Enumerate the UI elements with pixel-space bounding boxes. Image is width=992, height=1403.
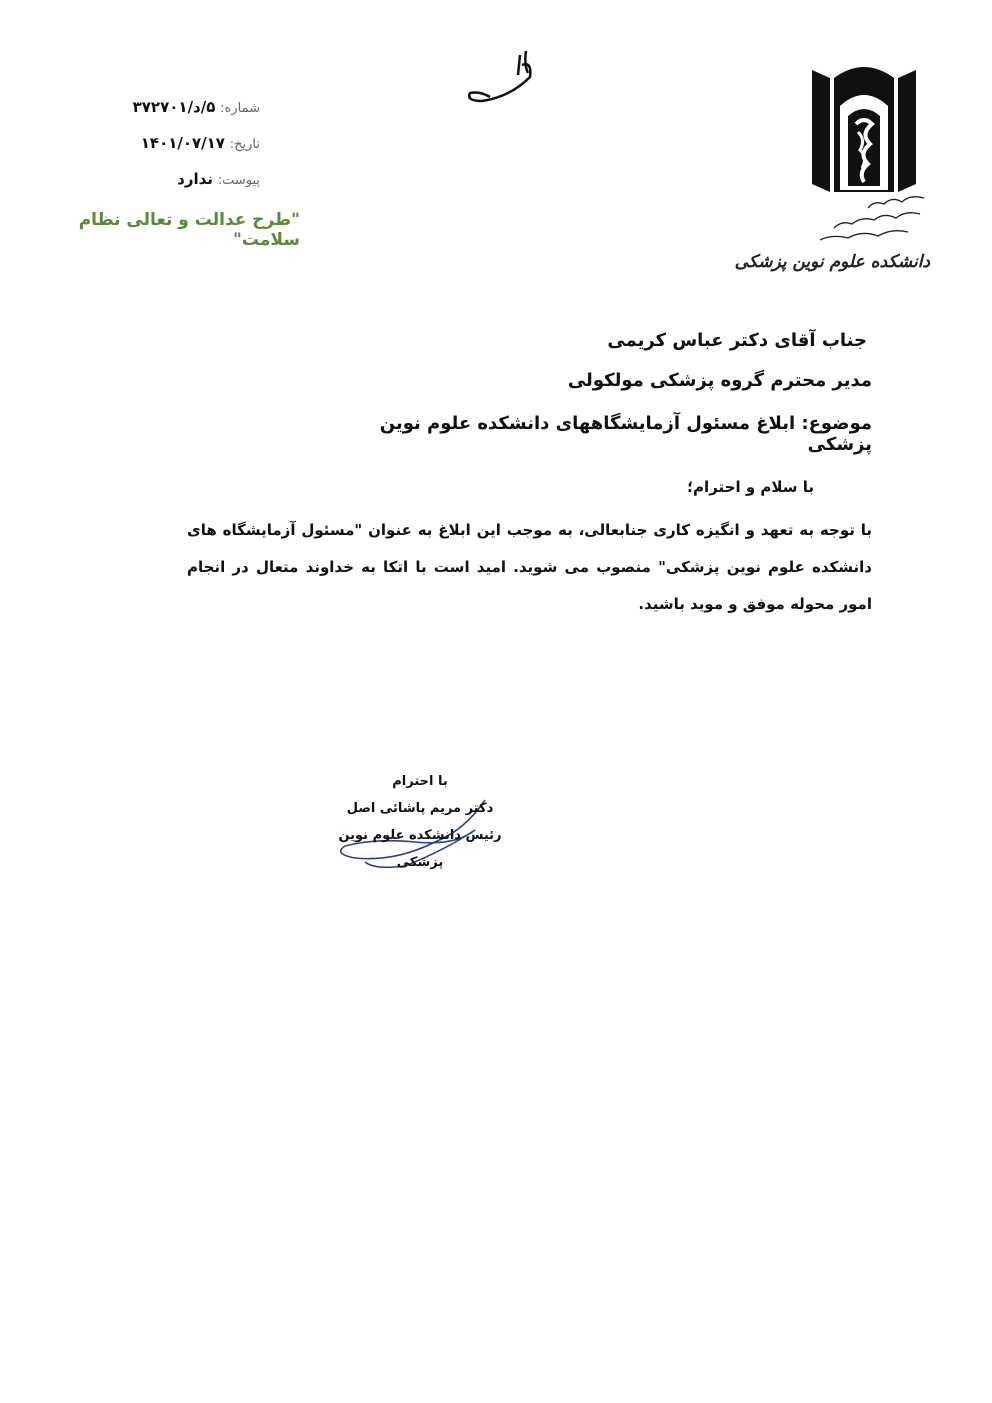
letter-attachment-row — [110, 170, 260, 196]
logo-caption: دانشکده علوم نوین پزشکی — [734, 252, 930, 272]
attachment-label: پیوست: — [217, 173, 260, 188]
university-logo — [808, 60, 920, 200]
handwritten-signature-icon — [460, 45, 540, 110]
recipient-name: جناب آقای دکتر عباس کریمی — [607, 330, 867, 351]
slogan: "طرح عدالت و تعالی نظام سلامت" — [78, 210, 300, 250]
signer-name: دکتر مریم پاشائی اصل — [346, 801, 494, 816]
closing-salutation: با احترام — [392, 774, 448, 789]
letter-subject: موضوع: ابلاغ مسئول آزمایشگاههای دانشکده علوم نوین پزشکی — [379, 413, 872, 455]
attachment-value: ندارد — [177, 170, 213, 188]
number-value: ۵/د/۳۷۲۷۰۱ — [132, 98, 216, 116]
top-signature — [460, 45, 540, 110]
recipient-title: مدیر محترم گروه پزشکی مولکولی — [567, 370, 872, 391]
greeting: با سلام و احترام؛ — [687, 478, 814, 496]
letter-number-row — [110, 98, 260, 124]
handwritten-logo-text-icon — [812, 192, 930, 248]
date-value: ۱۴۰۱/۰۷/۱۷ — [140, 134, 225, 152]
signer-title: رئیس دانشکده علوم نوین پزشکی — [338, 828, 502, 870]
body-paragraph: با توجه به تعهد و انگیزه کاری جنابعالی، به موجب این ابلاغ به عنوان "مسئول آزمایشگاه های دانشکده علوم نوین پزشکی" منصوب می شوید. امید است با اتکا به خداوند متعال در انجام امور محوله موفق و موید باشید. — [187, 521, 872, 613]
number-label: شماره: — [220, 101, 260, 116]
date-label: تاریخ: — [229, 137, 260, 152]
emblem-icon — [808, 60, 920, 200]
logo-handwritten-text — [812, 192, 930, 248]
closing-block — [320, 768, 520, 876]
letter-date-row — [110, 134, 260, 160]
